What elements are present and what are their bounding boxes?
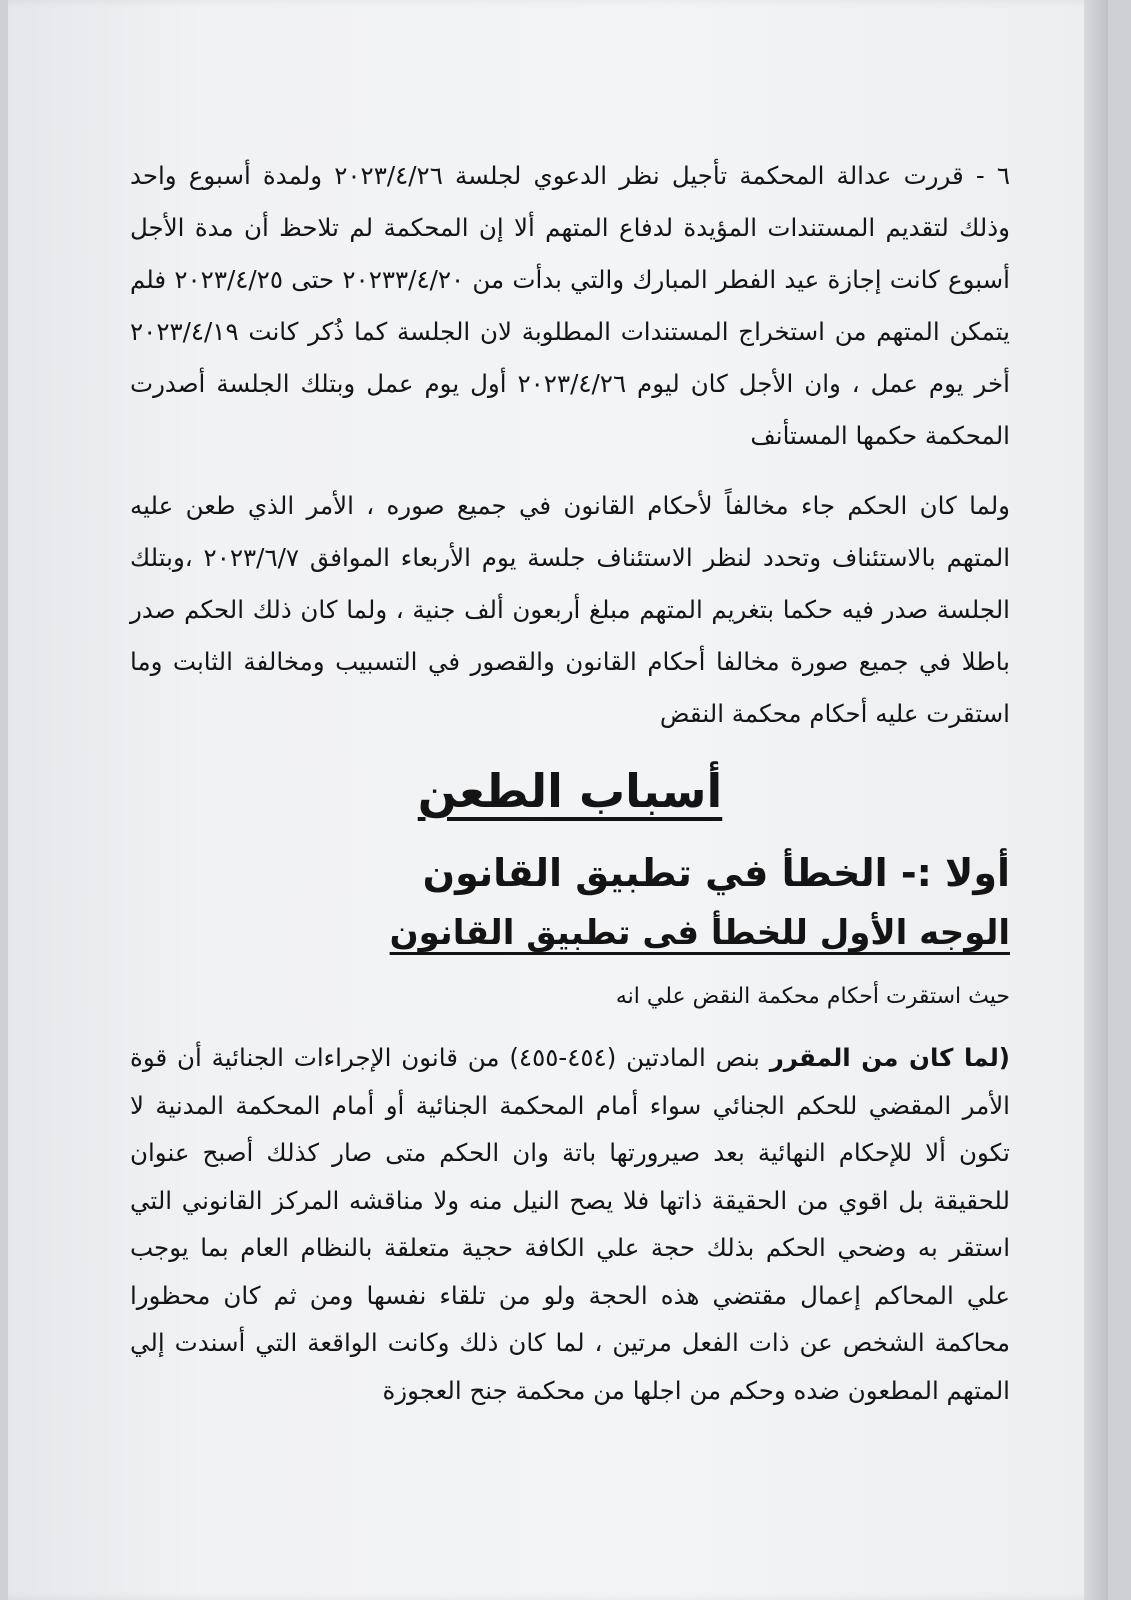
main-heading: أسباب الطعن <box>417 764 723 818</box>
court-quote <box>130 1034 1010 1414</box>
quote-body: بنص المادتين (٤٥٤-٤٥٥) من قانون الإجراءات الجنائية أن قوة الأمر المقضي للحكم الجنائي سواء أمام المحكمة الجنائية أو أمام المحكمة المدنية لا تكون ألا للإحكام النهائية بعد صيرورتها باتة وان الحكم متى صار كذلك أصبح عنوان للحقيقة بل اقوي من الحقيقة ذاتها فلا يصح النيل منه ولا مناقشه المركز القانوني التي استقر به وضحي الحكم بذلك حجة علي الكافة حجية متعلقة بالنظام العام بما يوجب علي المحاكم إعمال مقتضي هذه الحجة ولو من تلقاء نفسها ومن ثم كان محظورا محاكمة الشخص عن ذات الفعل مرتين ، لما كان ذلك وكانت الواقعة التي أسندت إلي المتهم المطعون ضده وحكم من اجلها من محكمة جنح العجوزة <box>130 1043 1010 1405</box>
page-edge-shadow <box>1084 0 1108 1600</box>
document-body <box>130 150 1010 1414</box>
paragraph-6: ٦ - قررت عدالة المحكمة تأجيل نظر الدعوي لجلسة ٢٠٢٣/٤/٢٦ ولمدة أسبوع واحد وذلك لتقديم المستندات المؤيدة لدفاع المتهم ألا إن المحكمة لم تلاحظ أن مدة الأجل أسبوع كانت إجازة عيد الفطر المبارك والتي بدأت من ٢٠٢٣٣/٤/٢٠ حتى ٢٠٢٣/٤/٢٥ فلم يتمكن المتهم من استخراج المستندات المطلوبة لان الجلسة كما ذُكر كانت ٢٠٢٣/٤/١٩ أخر يوم عمل ، وان الأجل كان ليوم ٢٠٢٣/٤/٢٦ أول يوم عمل وبتلك الجلسة أصدرت المحكمة حكمها المستأنف <box>130 161 1010 450</box>
sub-heading: أولا :- الخطأ في تطبيق القانون <box>422 851 1010 895</box>
quote-bold-lead: (لما كان من المقرر <box>769 1043 1011 1072</box>
document-page <box>8 0 1108 1600</box>
sub-heading-2: الوجه الأول للخطأ فى تطبيق القانون <box>389 913 1010 953</box>
paragraph-appeal: ولما كان الحكم جاء مخالفاً لأحكام القانون في جميع صوره ، الأمر الذي طعن عليه المتهم بالاستئناف وتحدد لنظر الاستئناف جلسة يوم الأربعاء الموافق ٢٠٢٣/٦/٧ ،وبتلك الجلسة صدر فيه حكما بتغريم المتهم مبلغ أربعون ألف جنية ، ولما كان ذلك الحكم صدر باطلا في جميع صورة مخالفا أحكام القانون والقصور في التسبيب ومخالفة الثابت وما استقرت عليه أحكام محكمة النقض <box>130 491 1010 728</box>
intro-line: حيث استقرت أحكام محكمة النقض علي انه <box>615 984 1010 1009</box>
